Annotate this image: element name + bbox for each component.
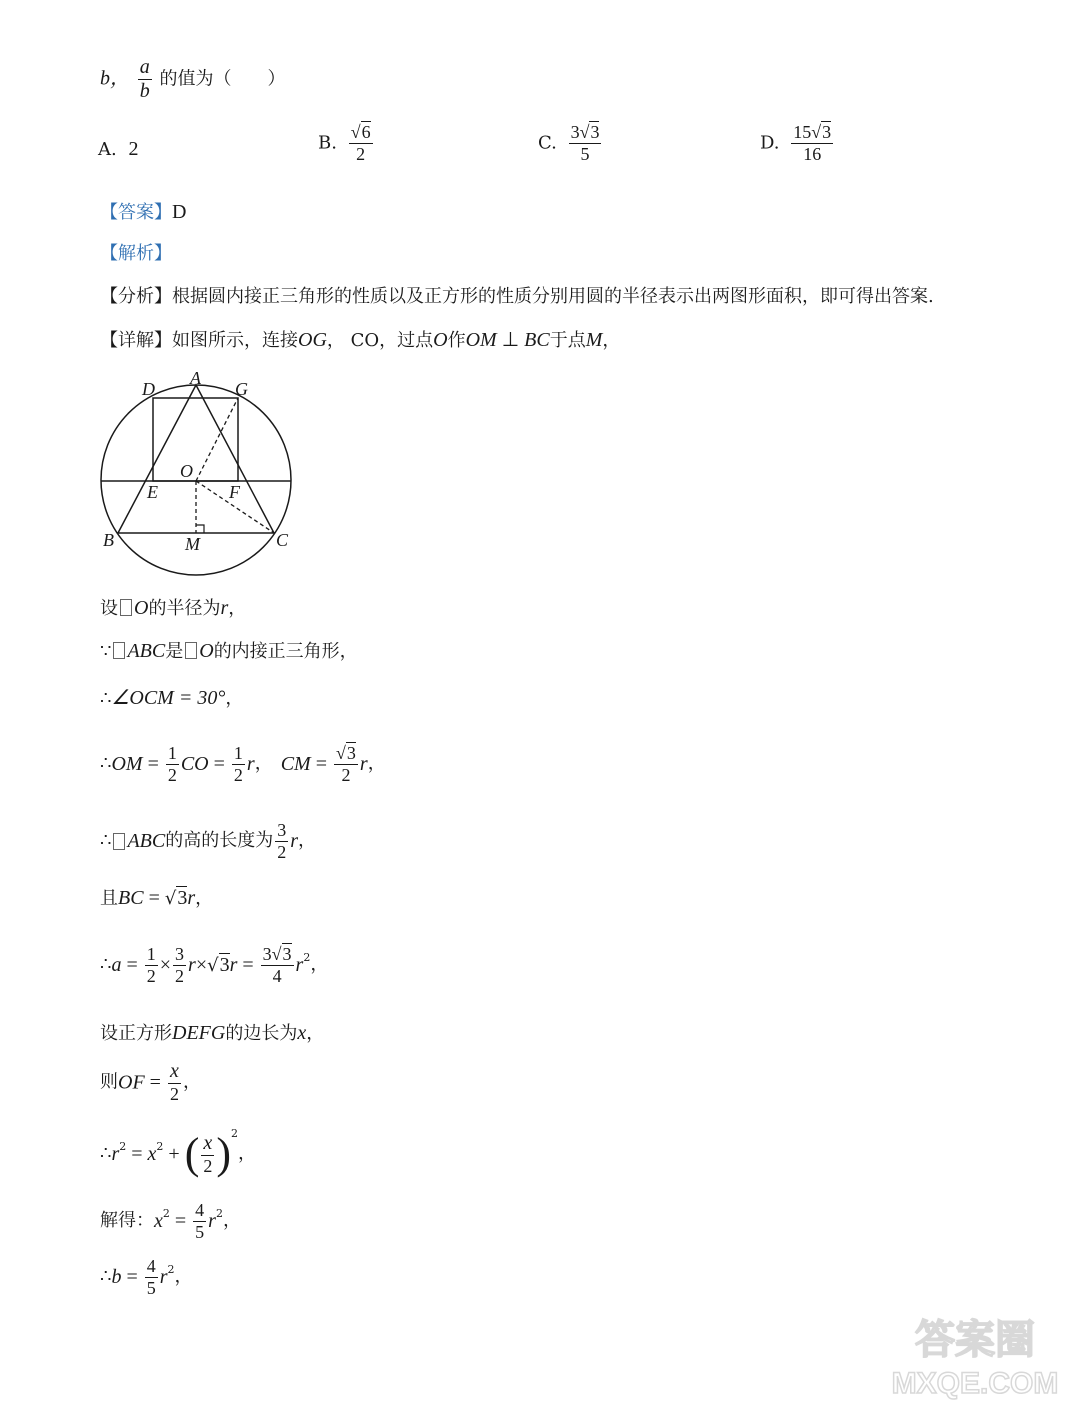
watermark-bottom: MXQE.COM (891, 1367, 1059, 1400)
circle-symbol-box (120, 599, 132, 616)
step-8: 设正方形DEFG的边长为x， (100, 1022, 325, 1044)
triangle-symbol-box (113, 833, 125, 850)
option-b (318, 122, 375, 164)
question-stem (100, 56, 285, 103)
label-b: B (103, 530, 114, 550)
option-b-fraction: $\frac{√6}{2}$ (350, 122, 371, 164)
step-11: 解得：$x^2$ = $\frac{4}{5}$ $r^2$， (100, 1200, 241, 1242)
step-12: ∴b = $\frac{4}{5}$ $r^2$， (100, 1256, 193, 1298)
step-6: 且BC = √3r， (100, 887, 214, 909)
fenxi-tag: 【分析】 (100, 286, 172, 307)
step-10: $\therefore r^2 = x^2$ + ( $\frac{x}{2}$ )$^2$， (100, 1127, 257, 1178)
step-4: ∴OM = $\frac{1}{2}$ CO = $\frac{1}{2}$ r， CM = $\frac{√3}{2}$ r， (100, 743, 386, 785)
answer-line (100, 202, 186, 222)
watermark-top: 答案圈 (915, 1318, 1035, 1362)
option-a-value: 2 (128, 138, 139, 160)
segment-og (196, 398, 238, 481)
option-c-fraction: $\frac{3√3}{5}$ (570, 122, 600, 164)
label-e: E (147, 482, 158, 502)
label-a: A (190, 368, 201, 388)
option-b-label: B. (318, 132, 337, 154)
option-d (760, 122, 835, 164)
xiangjie-line: 【详解】如图所示，连接OG， CO，过点O作OM ⊥ BC于点M， (100, 329, 621, 351)
step-3: ∴∠OCM = 30°， (100, 687, 244, 709)
option-a-label: A. (98, 139, 117, 160)
fenxi-line (100, 288, 934, 306)
triangle-symbol-box (113, 642, 125, 659)
answer-value: D (172, 201, 187, 223)
option-a (98, 138, 138, 161)
analysis-tag-line (100, 245, 172, 263)
var-b: b， (100, 67, 130, 90)
label-d: D (142, 379, 155, 399)
step-9: 则OF = $\frac{x}{2}$ ， (100, 1060, 201, 1104)
fenxi-text: 根据圆内接正三角形的性质以及正方形的性质分别用圆的半径表示出两图形面积，即可得出答案. (172, 286, 934, 307)
analysis-tag: 【解析】 (100, 243, 172, 264)
label-m: M (185, 534, 200, 554)
option-d-label: D. (760, 132, 780, 154)
label-c: C (276, 530, 289, 550)
step-1: 设 O的半径为r， (100, 597, 247, 619)
circle-symbol-box (185, 642, 197, 659)
site-watermark (880, 1311, 1070, 1401)
label-f: F (229, 482, 240, 502)
label-g: G (235, 379, 248, 399)
option-c-label: C. (538, 132, 557, 154)
step-2: ∵ ABC是 O的内接正三角形， (100, 640, 358, 662)
fraction-a-over-b: $\frac{a}{b}$ (139, 56, 150, 102)
label-o: O (180, 461, 193, 481)
answer-tag: 【答案】 (100, 202, 172, 223)
xiangjie-tag: 【详解】 (100, 330, 172, 351)
geometry-diagram (98, 368, 298, 580)
option-c (538, 122, 603, 164)
right-angle-mark (196, 525, 204, 533)
step-5: ∴ ABC的高的长度为 $\frac{3}{2}$ r， (100, 820, 317, 862)
option-d-fraction: $\frac{15√3}{16}$ (793, 122, 832, 164)
question-suffix: 的值为（ ） (159, 68, 286, 90)
step-7: ∴a = $\frac{1}{2}$ × $\frac{3}{2}$ r×√3r = $\frac{3√3}{4}$ $r^2$， (100, 944, 329, 986)
